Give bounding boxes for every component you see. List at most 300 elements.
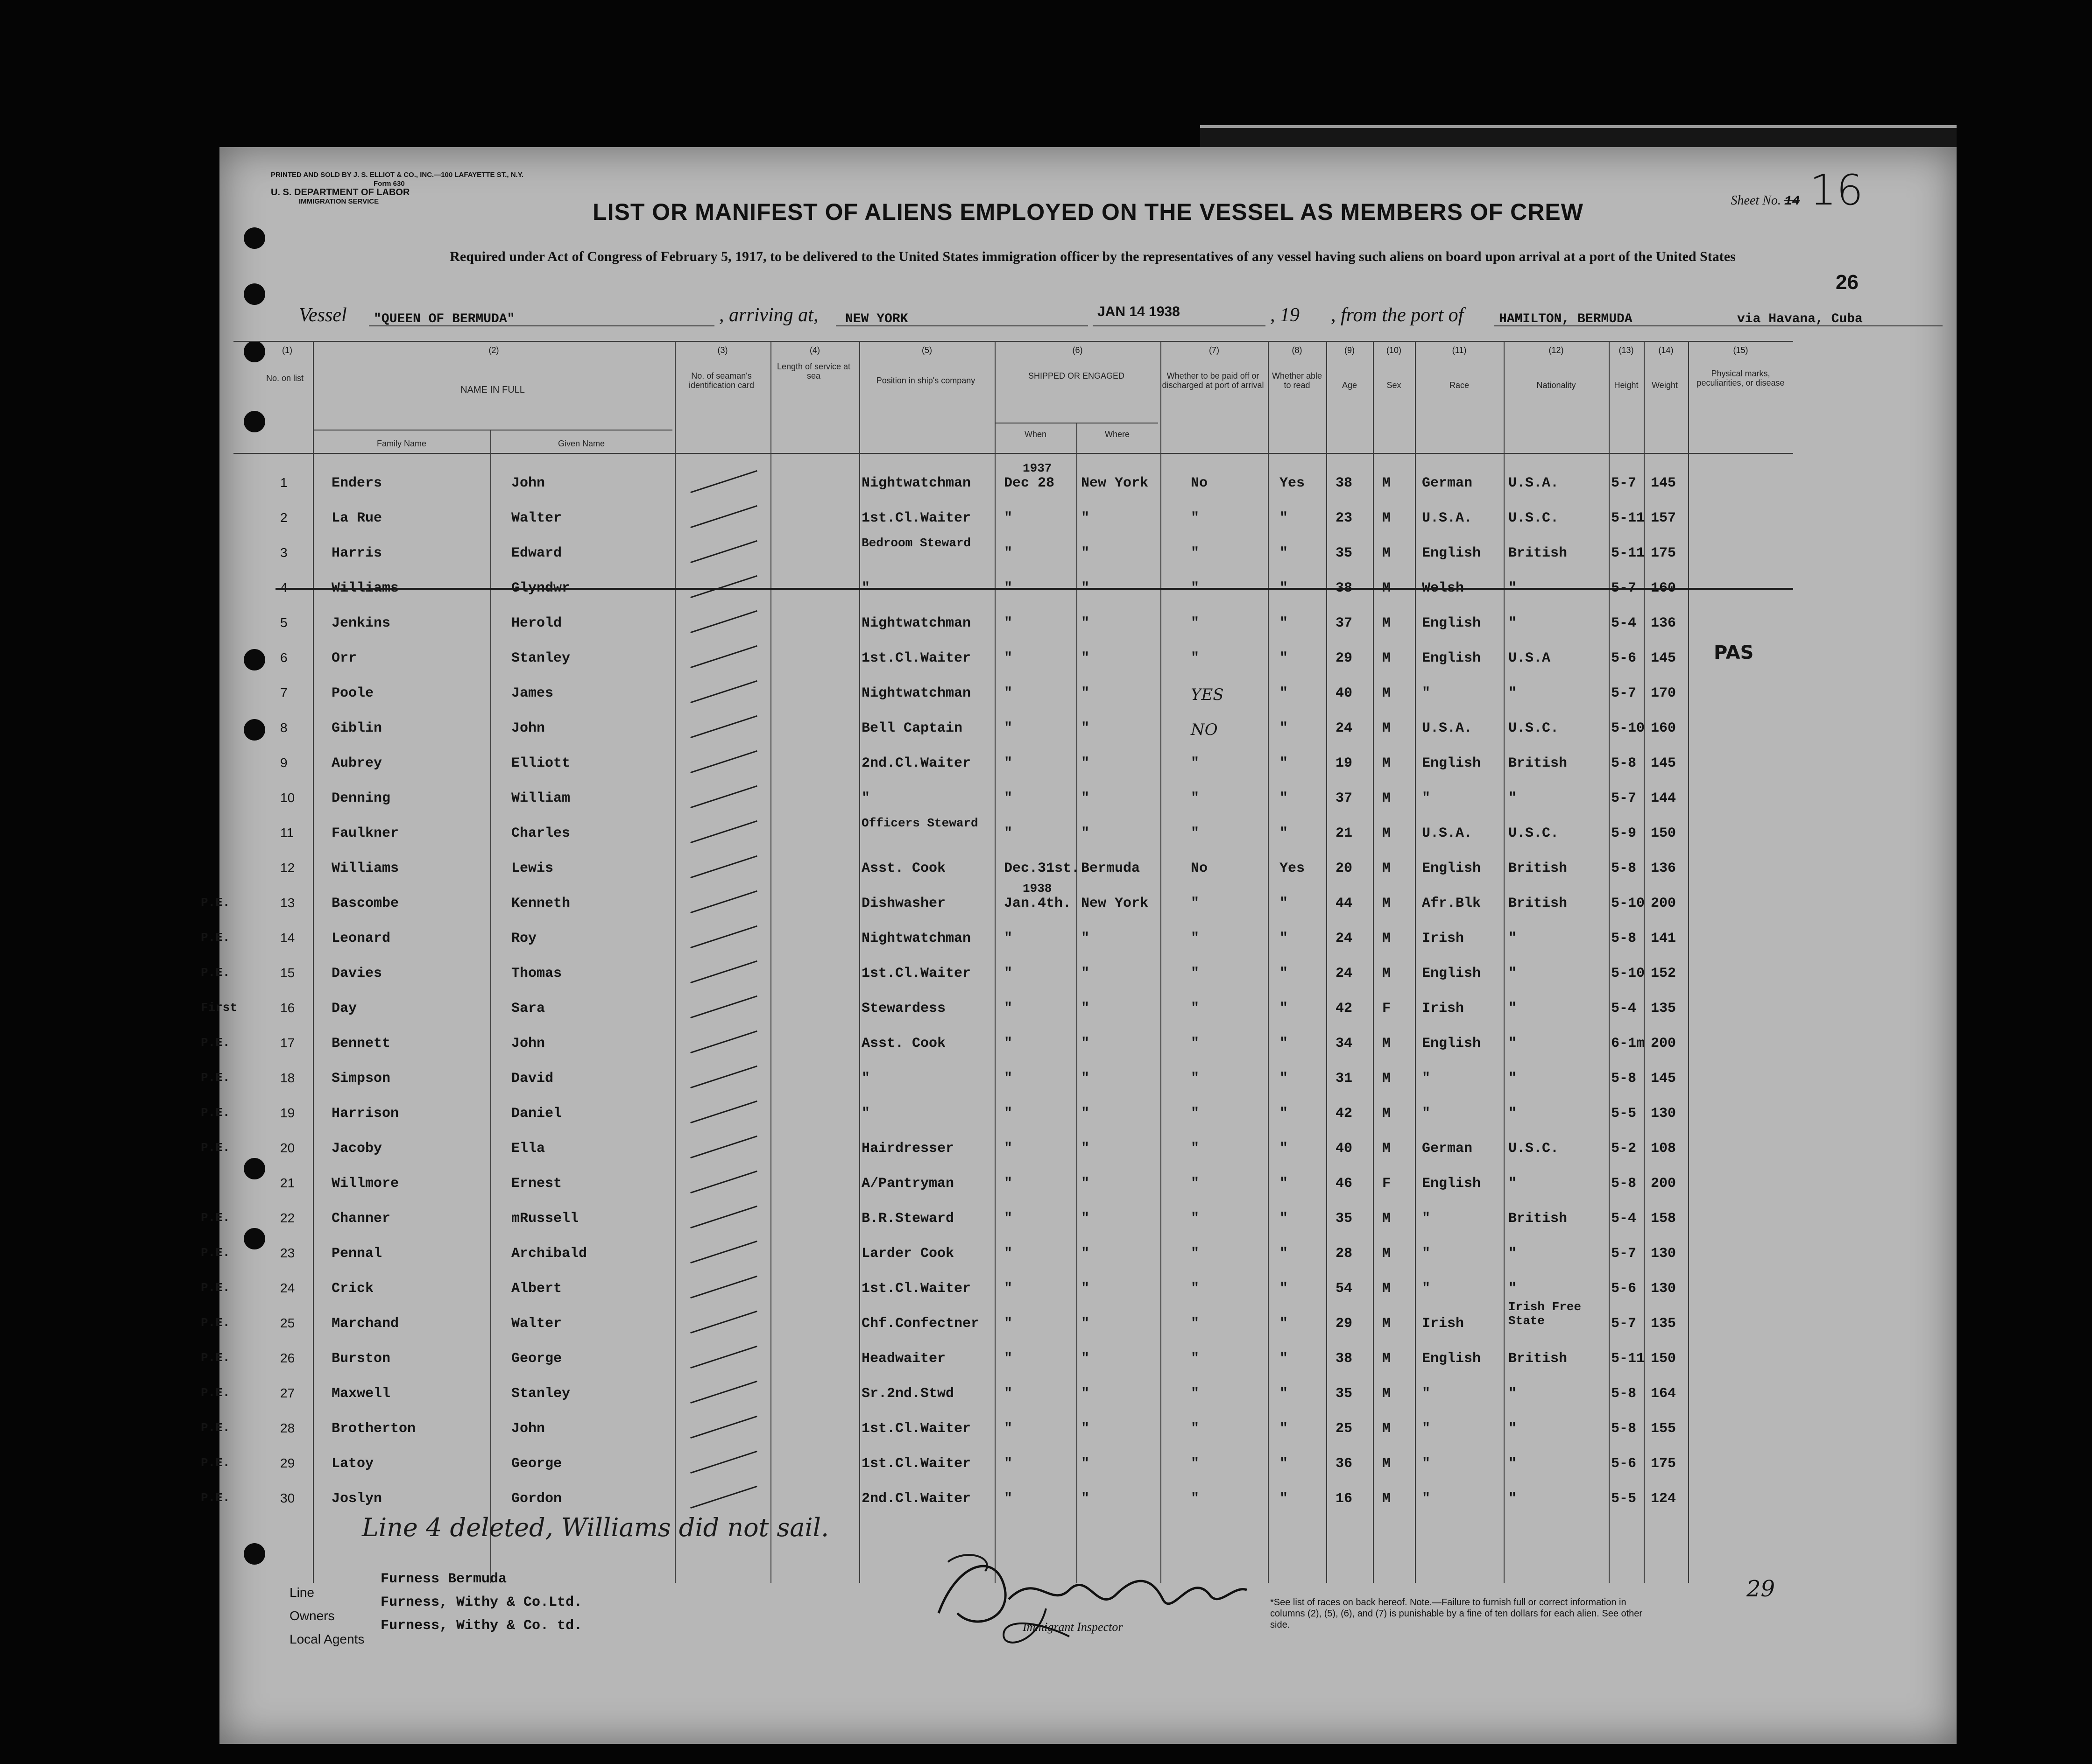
paid-off: " (1191, 1141, 1200, 1157)
document-title: LIST OR MANIFEST OF ALIENS EMPLOYED ON THE VESSEL AS MEMBERS OF CREW (593, 199, 1583, 225)
age: 34 (1336, 1036, 1353, 1051)
check-tick (690, 890, 757, 913)
col-header-given: Given Name (558, 439, 605, 448)
shipped-where: " (1081, 685, 1090, 701)
able-to-read: " (1279, 1176, 1288, 1192)
paid-off: " (1191, 1246, 1200, 1262)
check-tick (690, 575, 757, 598)
given-name: George (511, 1456, 562, 1472)
position: Dishwasher (862, 896, 946, 911)
nationality: " (1508, 931, 1517, 946)
able-to-read: Yes (1279, 475, 1305, 491)
paid-off: " (1191, 545, 1200, 561)
table-row (233, 777, 1793, 812)
height: 5-6 (1611, 1456, 1637, 1472)
col-header-race: Race (1449, 381, 1470, 390)
row-mark: P.E. (201, 1351, 230, 1365)
race: U.S.A. (1422, 720, 1473, 736)
col-header-no: No. on list (266, 374, 304, 383)
table-row (233, 812, 1793, 847)
weight: 145 (1651, 755, 1676, 771)
sex: M (1382, 1246, 1391, 1262)
row-number: 10 (280, 790, 295, 805)
table-row (233, 602, 1793, 637)
race: English (1422, 755, 1481, 771)
family-name: Bascombe (332, 896, 399, 911)
age: 37 (1336, 615, 1353, 631)
shipped-where: " (1081, 1001, 1090, 1016)
shipped-when: " (1004, 966, 1013, 981)
paid-off: " (1191, 1001, 1200, 1016)
position: Bedroom Steward (862, 536, 971, 550)
agents-value: Furness, Withy & Co. td. (381, 1618, 583, 1634)
position: Nightwatchman (862, 685, 971, 701)
position: " (862, 580, 870, 596)
column-number: (3) (717, 346, 728, 355)
shipped-where: " (1081, 1071, 1090, 1087)
shipped-where: " (1081, 1141, 1090, 1157)
shipped-when: " (1004, 1246, 1013, 1262)
weight: 157 (1651, 510, 1676, 526)
shipped-where: " (1081, 1036, 1090, 1051)
weight: 200 (1651, 896, 1676, 911)
shipped-where: New York (1081, 896, 1149, 911)
table-row (201, 1128, 1793, 1163)
row-number: 22 (280, 1211, 295, 1225)
able-to-read: " (1279, 1281, 1288, 1297)
age: 36 (1336, 1456, 1353, 1472)
shipped-where: " (1081, 1106, 1090, 1122)
height: 5-9 (1611, 826, 1637, 841)
column-number: (10) (1386, 346, 1401, 355)
check-tick (690, 470, 757, 493)
position: 1st.Cl.Waiter (862, 1456, 971, 1472)
table-row (201, 1478, 1793, 1513)
weight: 150 (1651, 1351, 1676, 1367)
check-tick (690, 1451, 757, 1474)
family-name: Williams (332, 580, 399, 596)
row-number: 24 (280, 1281, 295, 1295)
sex: M (1382, 720, 1391, 736)
height: 5-11 (1611, 1351, 1645, 1367)
sex: M (1382, 1386, 1391, 1402)
col-header-name: NAME IN FULL (460, 385, 525, 395)
nationality: U.S.C. (1508, 826, 1559, 841)
table-row (201, 882, 1793, 917)
able-to-read: " (1279, 1106, 1288, 1122)
shipped-when: " (1004, 1491, 1013, 1507)
sex: M (1382, 1036, 1391, 1051)
height: 5-8 (1611, 1386, 1637, 1402)
row-mark: P.E. (201, 1421, 230, 1435)
row-number: 5 (280, 615, 288, 630)
paid-off: " (1191, 1491, 1200, 1507)
row-number: 3 (280, 545, 288, 560)
given-name: Stanley (511, 1386, 571, 1402)
race: " (1422, 1491, 1431, 1507)
crew-table (201, 341, 1793, 1583)
check-tick (690, 1486, 757, 1509)
check-tick (690, 1416, 757, 1439)
given-name: Ella (511, 1141, 545, 1157)
able-to-read: Yes (1279, 861, 1305, 876)
shipped-when: " (1004, 1421, 1013, 1437)
row-mark: P.E. (201, 1071, 230, 1085)
check-tick (690, 1136, 757, 1158)
height: 5-7 (1611, 1246, 1637, 1262)
able-to-read: " (1279, 615, 1288, 631)
check-tick (690, 995, 757, 1018)
race: " (1422, 790, 1431, 806)
table-row (233, 497, 1793, 532)
table-row (233, 462, 1793, 497)
weight: 175 (1651, 545, 1676, 561)
sex: M (1382, 1281, 1391, 1297)
margin-note: PAS (1714, 642, 1754, 663)
nationality: British (1508, 896, 1568, 911)
nationality: " (1508, 1036, 1517, 1051)
sex: F (1382, 1001, 1391, 1016)
row-mark: First (201, 1001, 238, 1015)
family-name: Harrison (332, 1106, 399, 1122)
race: English (1422, 966, 1481, 981)
shipped-when: Dec.31st. (1004, 861, 1080, 876)
weight: 136 (1651, 861, 1676, 876)
height: 5-8 (1611, 1176, 1637, 1192)
race: Welsh (1422, 580, 1464, 596)
shipped-when: " (1004, 1386, 1013, 1402)
family-name: Enders (332, 475, 382, 491)
column-number: (12) (1548, 346, 1564, 355)
table-row (233, 1163, 1793, 1198)
paid-off: " (1191, 615, 1200, 631)
column-number: (1) (282, 346, 292, 355)
weight: 200 (1651, 1036, 1676, 1051)
family-name: Pennal (332, 1246, 382, 1262)
paid-off: " (1191, 1386, 1200, 1402)
shipped-where: " (1081, 1316, 1090, 1332)
nationality: " (1508, 1071, 1517, 1087)
weight: 145 (1651, 650, 1676, 666)
height: 5-8 (1611, 755, 1637, 771)
sex: M (1382, 510, 1391, 526)
manifest-sheet (201, 147, 1957, 1744)
position: " (862, 1071, 870, 1087)
punch-hole (244, 283, 265, 305)
check-tick (690, 1381, 757, 1404)
given-name: mRussell (511, 1211, 579, 1227)
paid-off: NO (1191, 720, 1218, 739)
able-to-read: " (1279, 1386, 1288, 1402)
nationality: British (1508, 861, 1568, 876)
given-name: John (511, 720, 545, 736)
col-header-paid-off: Whether to be paid off or discharged at port of arrival (1162, 371, 1264, 390)
race: English (1422, 1351, 1481, 1367)
given-name: Thomas (511, 966, 562, 981)
race: German (1422, 475, 1473, 491)
shipped-when: " (1004, 1351, 1013, 1367)
table-row (201, 1268, 1793, 1303)
shipped-where: " (1081, 755, 1090, 771)
shipped-where: Bermuda (1081, 861, 1140, 876)
column-number: (2) (488, 346, 499, 355)
nationality: " (1508, 1246, 1517, 1262)
row-mark: P.E. (201, 1246, 230, 1260)
deleted-row-strike (276, 588, 1793, 590)
weight: 160 (1651, 720, 1676, 736)
position: Nightwatchman (862, 475, 971, 491)
able-to-read: " (1279, 1456, 1288, 1472)
race: Afr.Blk (1422, 896, 1481, 911)
table-row (201, 1093, 1793, 1128)
position: Nightwatchman (862, 931, 971, 946)
shipped-when: " (1004, 580, 1013, 596)
handwritten-deletion-note: Line 4 deleted, Williams did not sail. (362, 1513, 829, 1542)
col-header-position: Position in ship's company (876, 376, 975, 385)
column-number: (6) (1072, 346, 1083, 355)
race: " (1422, 1246, 1431, 1262)
col-header-where: Where (1104, 430, 1130, 439)
vessel-name: "QUEEN OF BERMUDA" (374, 312, 515, 326)
arrival-date-stamp: JAN 14 1938 (1097, 304, 1180, 319)
sex: M (1382, 1456, 1391, 1472)
weight: 158 (1651, 1211, 1676, 1227)
row-mark: P.E. (201, 1386, 230, 1400)
nationality: " (1508, 1421, 1517, 1437)
age: 35 (1336, 1211, 1353, 1227)
row-number: 16 (280, 1001, 295, 1015)
paid-off: " (1191, 1316, 1200, 1332)
row-number: 15 (280, 966, 295, 980)
family-name: Simpson (332, 1071, 391, 1087)
nationality: Irish Free State (1508, 1300, 1582, 1328)
height: 5-6 (1611, 650, 1637, 666)
check-tick (690, 1065, 757, 1088)
col-header-id-card: No. of seaman's identification card (688, 371, 755, 390)
check-tick (690, 1276, 757, 1298)
race: German (1422, 1141, 1473, 1157)
height: 5-7 (1611, 1316, 1637, 1332)
shipped-where: " (1081, 1211, 1090, 1227)
position: " (862, 790, 870, 806)
col-header-family: Family Name (376, 439, 426, 448)
paid-off: " (1191, 755, 1200, 771)
age: 40 (1336, 1141, 1353, 1157)
shipped-where: " (1081, 1351, 1090, 1367)
able-to-read: " (1279, 931, 1288, 946)
sex: M (1382, 790, 1391, 806)
table-row (233, 672, 1793, 707)
race: " (1422, 1421, 1431, 1437)
paid-off: " (1191, 966, 1200, 981)
shipped-when: Jan.4th. (1004, 896, 1072, 911)
position: 1st.Cl.Waiter (862, 650, 971, 666)
given-name: Charles (511, 826, 571, 841)
given-name: James (511, 685, 554, 701)
row-rule (233, 341, 1793, 342)
col-header-age: Age (1342, 381, 1357, 390)
able-to-read: " (1279, 966, 1288, 981)
height: 5-6 (1611, 1281, 1637, 1297)
column-number: (13) (1618, 346, 1634, 355)
given-name: Glyndwr (511, 580, 571, 596)
shipped-when: " (1004, 1176, 1013, 1192)
shipped-where: " (1081, 720, 1090, 736)
table-row (233, 637, 1793, 672)
col-header-service: Length of service at sea (777, 362, 851, 381)
paid-off: " (1191, 826, 1200, 841)
given-name: Walter (511, 1316, 562, 1332)
footnote: *See list of races on back hereof. Note.—Failure to furnish full or correct information in columns (2), (5), (6), and (7) is punishable by a fine of ten dollars for each alien. See other side. (1270, 1597, 1643, 1630)
arrival-port: NEW YORK (845, 312, 908, 326)
via-port: via Havana, Cuba (1737, 312, 1863, 326)
nationality: " (1508, 1176, 1517, 1192)
race: English (1422, 861, 1481, 876)
race: Irish (1422, 1001, 1464, 1016)
age: 29 (1336, 650, 1353, 666)
nationality: " (1508, 966, 1517, 981)
paid-off: " (1191, 1036, 1200, 1051)
family-name: Jacoby (332, 1141, 382, 1157)
height: 5-5 (1611, 1106, 1637, 1122)
weight: 135 (1651, 1001, 1676, 1016)
table-row (201, 1408, 1793, 1443)
shipped-where: " (1081, 650, 1090, 666)
age: 20 (1336, 861, 1353, 876)
row-number: 6 (280, 650, 288, 665)
shipped-when: " (1004, 1106, 1013, 1122)
row-number: 7 (280, 685, 288, 700)
able-to-read: " (1279, 755, 1288, 771)
position: 2nd.Cl.Waiter (862, 755, 971, 771)
form-number: Form 630 (374, 180, 405, 188)
position: 1st.Cl.Waiter (862, 510, 971, 526)
able-to-read: " (1279, 1141, 1288, 1157)
family-name: Burston (332, 1351, 391, 1367)
nationality: U.S.C. (1508, 720, 1559, 736)
given-name: Edward (511, 545, 562, 561)
height: 5-7 (1611, 685, 1637, 701)
able-to-read: " (1279, 1421, 1288, 1437)
page-number: 26 (1836, 271, 1859, 294)
department-name: U. S. DEPARTMENT OF LABOR (271, 187, 410, 198)
height: 5-11 (1611, 510, 1645, 526)
weight: 164 (1651, 1386, 1676, 1402)
able-to-read: " (1279, 685, 1288, 701)
able-to-read: " (1279, 1491, 1288, 1507)
sex: F (1382, 1176, 1391, 1192)
age: 21 (1336, 826, 1353, 841)
inspector-signature (929, 1543, 1284, 1651)
family-name: Joslyn (332, 1491, 382, 1507)
shipped-where: " (1081, 510, 1090, 526)
table-row (233, 707, 1793, 742)
shipped-where: " (1081, 545, 1090, 561)
check-tick (690, 960, 757, 983)
shipped-where: " (1081, 1421, 1090, 1437)
row-number: 8 (280, 720, 288, 735)
position: A/Pantryman (862, 1176, 954, 1192)
service-name: IMMIGRATION SERVICE (299, 198, 379, 205)
able-to-read: " (1279, 1211, 1288, 1227)
column-number: (7) (1209, 346, 1219, 355)
col-header-physical-marks: Physical marks, peculiarities, or disease (1696, 369, 1785, 388)
vessel-line (299, 301, 1933, 329)
check-tick (690, 1346, 757, 1369)
family-name: Crick (332, 1281, 374, 1297)
row-mark: P.E. (201, 1456, 230, 1470)
able-to-read: " (1279, 580, 1288, 596)
age: 24 (1336, 720, 1353, 736)
family-name: Williams (332, 861, 399, 876)
nationality: U.S.C. (1508, 510, 1559, 526)
line-label: Line (290, 1585, 314, 1600)
row-mark: P.E. (201, 1491, 230, 1505)
position: 2nd.Cl.Waiter (862, 1491, 971, 1507)
height: 5-4 (1611, 1211, 1637, 1227)
race: Irish (1422, 931, 1464, 946)
nationality: " (1508, 790, 1517, 806)
given-name: Roy (511, 931, 537, 946)
row-number: 20 (280, 1141, 295, 1155)
age: 38 (1336, 1351, 1353, 1367)
shipped-when: " (1004, 1036, 1013, 1051)
age: 24 (1336, 931, 1353, 946)
weight: 144 (1651, 790, 1676, 806)
family-name: Bennett (332, 1036, 391, 1051)
shipped-where: " (1081, 790, 1090, 806)
table-row (201, 1198, 1793, 1233)
handwritten-number: 29 (1746, 1576, 1775, 1602)
given-name: Gordon (511, 1491, 562, 1507)
age: 19 (1336, 755, 1353, 771)
able-to-read: " (1279, 826, 1288, 841)
paid-off: " (1191, 650, 1200, 666)
sex: M (1382, 826, 1391, 841)
family-name: Willmore (332, 1176, 399, 1192)
row-number: 21 (280, 1176, 295, 1190)
table-row (201, 1443, 1793, 1478)
sex: M (1382, 1491, 1391, 1507)
position: B.R.Steward (862, 1211, 954, 1227)
shipped-when: " (1004, 545, 1013, 561)
column-number: (4) (810, 346, 820, 355)
race: English (1422, 1176, 1481, 1192)
sex: M (1382, 685, 1391, 701)
sex: M (1382, 896, 1391, 911)
shipped-when: " (1004, 1456, 1013, 1472)
row-number: 29 (280, 1456, 295, 1470)
given-name: Walter (511, 510, 562, 526)
sex: M (1382, 1351, 1391, 1367)
given-name: Kenneth (511, 896, 571, 911)
family-name: Davies (332, 966, 382, 981)
row-number: 25 (280, 1316, 295, 1330)
weight: 108 (1651, 1141, 1676, 1157)
col-header-read: Whether able to read (1272, 371, 1322, 390)
given-name: William (511, 790, 571, 806)
sex: M (1382, 545, 1391, 561)
check-tick (690, 820, 757, 843)
able-to-read: " (1279, 1316, 1288, 1332)
position: Nightwatchman (862, 615, 971, 631)
col-header-nationality: Nationality (1536, 381, 1576, 390)
paid-off: " (1191, 1211, 1200, 1227)
shipped-where: " (1081, 1491, 1090, 1507)
shipped-when: " (1004, 685, 1013, 701)
nationality: British (1508, 545, 1568, 561)
table-row (201, 1373, 1793, 1408)
